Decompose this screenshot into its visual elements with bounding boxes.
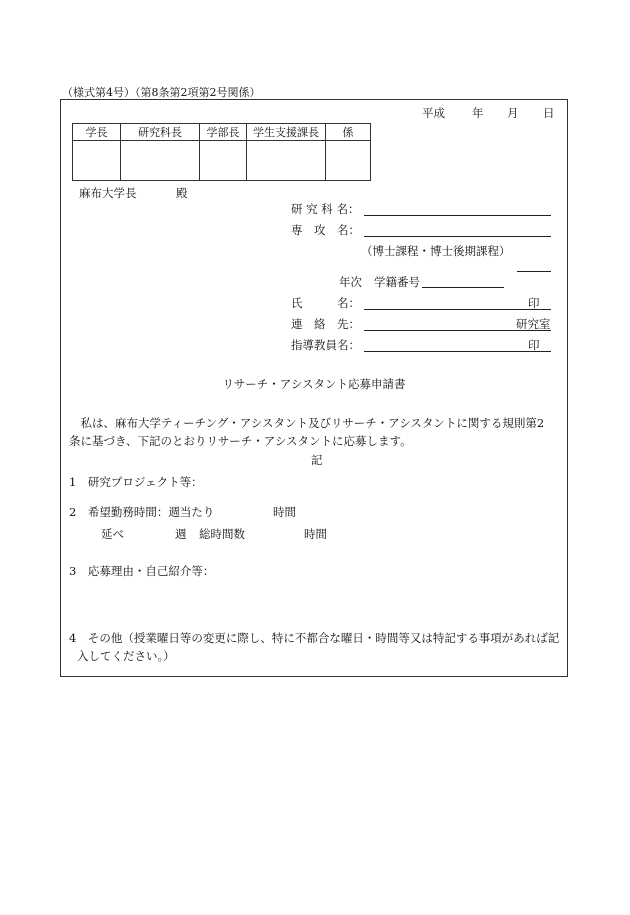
approval-header-staff: 係 xyxy=(326,124,371,141)
approval-cell-president[interactable] xyxy=(73,141,121,181)
approval-stamp-table xyxy=(72,123,371,181)
approval-header-dean-graduate: 研究科長 xyxy=(121,124,200,141)
advisor-field[interactable] xyxy=(364,351,551,352)
contact-label: 連 絡 先： xyxy=(291,317,360,331)
item-2-weeks-unit: 週 xyxy=(175,527,187,541)
item-2-total-hours-unit: 時間 xyxy=(304,527,327,541)
name-label: 氏 名： xyxy=(291,296,360,310)
student-id-field[interactable] xyxy=(422,287,504,288)
name-seal-mark: 印 xyxy=(528,296,540,310)
item-1-research-project: 1 研究プロジェクト等： xyxy=(69,475,203,489)
item-2-work-hours: 2 希望勤務時間：週当たり xyxy=(69,505,215,519)
year-field[interactable] xyxy=(517,271,551,272)
item-4-line-2: 入してください。） xyxy=(77,649,175,663)
item-2-total-prefix: 延べ xyxy=(101,527,124,541)
approval-cell-student-support[interactable] xyxy=(247,141,326,181)
advisor-seal-mark: 印 xyxy=(528,338,540,352)
item-4-other xyxy=(69,629,561,665)
item-3-reason: 3 応募理由・自己紹介等： xyxy=(69,564,215,578)
approval-cell-dean-faculty[interactable] xyxy=(200,141,247,181)
item-4-line-1: 4 その他（授業曜日等の変更に際し、特に不都合な曜日・時間等又は特記する事項があれば記 xyxy=(69,631,560,645)
major-label: 専 攻 名： xyxy=(291,223,360,237)
date-day: 日 xyxy=(543,106,555,120)
document-title: リサーチ・アシスタント応募申請書 xyxy=(222,377,406,391)
date-month: 月 xyxy=(507,106,519,120)
approval-header-student-support: 学生支援課長 xyxy=(247,124,326,141)
course-type-note: （博士課程・博士後期課程） xyxy=(361,244,511,258)
student-id-label: 学籍番号 xyxy=(374,275,420,289)
date-era: 平成 xyxy=(422,106,445,120)
advisor-label: 指導教員名： xyxy=(291,338,360,352)
addressee-name: 麻布大学長 xyxy=(79,186,137,200)
intro-paragraph xyxy=(69,414,561,450)
item-2-hours-unit: 時間 xyxy=(273,505,296,519)
intro-line-2: 条に基づき、下記のとおりリサーチ・アシスタントに応募します。 xyxy=(69,434,412,448)
approval-cell-staff[interactable] xyxy=(326,141,371,181)
year-suffix-label: 年次 xyxy=(339,275,362,289)
approval-header-dean-faculty: 学部長 xyxy=(200,124,247,141)
approval-cell-dean-graduate[interactable] xyxy=(121,141,200,181)
application-form-frame xyxy=(60,99,568,677)
date-year: 年 xyxy=(472,106,484,120)
name-field[interactable] xyxy=(364,309,551,310)
addressee-honorific: 殿 xyxy=(176,186,188,200)
major-field[interactable] xyxy=(364,236,551,237)
intro-line-1: 私は、麻布大学ティーチング・アシスタント及びリサーチ・アシスタントに関する規則第2 xyxy=(80,416,545,430)
form-number-label: （様式第4号）（第8条第2項第2号関係） xyxy=(62,86,261,99)
item-2-total-hours-label: 総時間数 xyxy=(199,527,245,541)
lab-suffix: 研究室 xyxy=(516,317,551,331)
graduate-school-field[interactable] xyxy=(364,215,551,216)
approval-header-president: 学長 xyxy=(73,124,121,141)
graduate-school-label: 研 究 科 名： xyxy=(291,202,360,216)
ki-heading: 記 xyxy=(311,453,323,467)
